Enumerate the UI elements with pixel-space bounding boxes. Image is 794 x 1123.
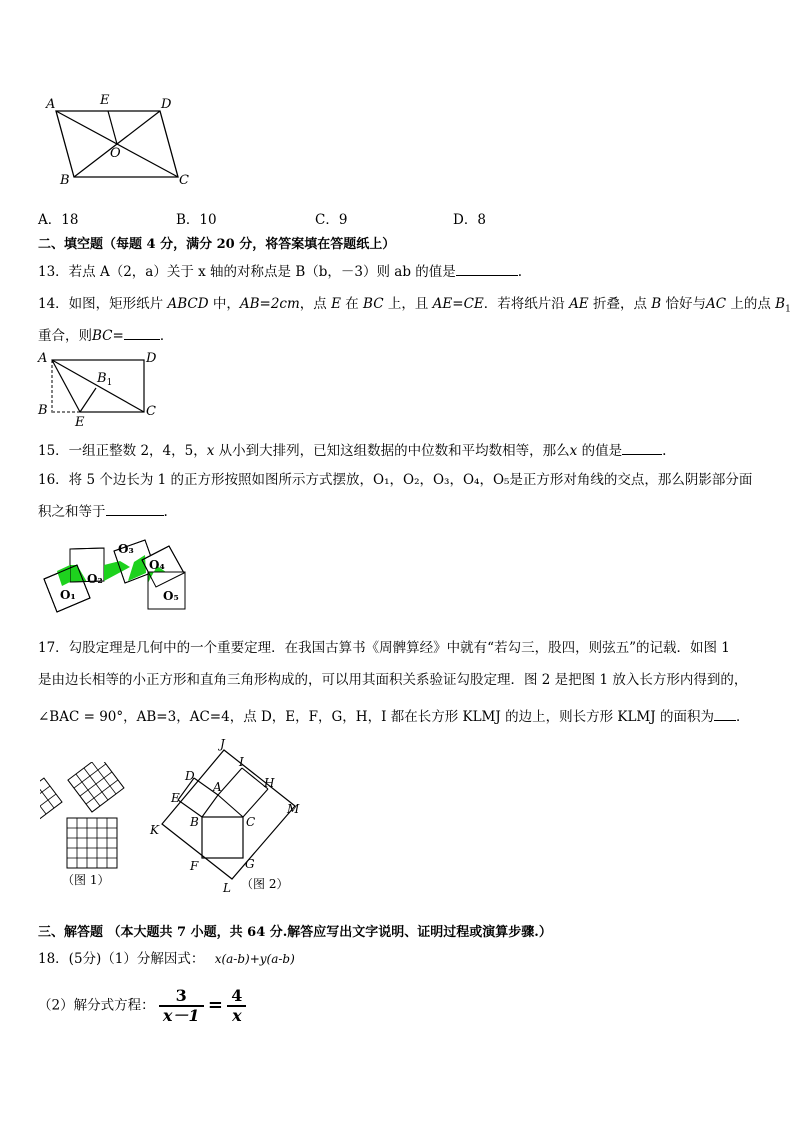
q17-angle: ∠BAC = 90°	[38, 709, 124, 725]
q15-end: .	[662, 443, 667, 459]
label-E: E	[75, 415, 85, 428]
q18-expression: x(a-b)+y(a-b)	[214, 952, 295, 966]
label-D: D	[161, 97, 172, 112]
section-2-title: 二、填空题（每题 4 分，满分 20 分，将答案填在答题纸上）	[38, 237, 396, 252]
label-D: D	[185, 769, 195, 783]
label-A: A	[38, 351, 48, 366]
q17-answer-blank[interactable]	[714, 708, 736, 721]
q14-bceq: BC=	[92, 328, 124, 344]
question-17-line3	[38, 705, 749, 725]
choice-b: B．10	[176, 212, 217, 228]
q17-end: ．	[735, 709, 750, 725]
label-G: G	[245, 857, 255, 871]
label-E: E	[171, 791, 180, 805]
label-M: M	[287, 802, 300, 816]
question-18-part2	[38, 985, 246, 1025]
label-B1: $B_1$	[97, 371, 113, 388]
q14-abcd: ABCD	[167, 296, 209, 312]
q14-b1: B	[775, 296, 786, 312]
question-14-line2	[38, 324, 173, 344]
question-14-line1	[38, 292, 791, 315]
label-O5: O₅	[163, 589, 179, 603]
label-J: J	[220, 738, 225, 751]
q13-answer-blank[interactable]	[456, 263, 518, 276]
choice-d: D．8	[453, 212, 486, 228]
label-C: C	[146, 404, 156, 419]
section-3-title: 三、解答题 （本大题共 7 小题，共 64 分.解答应写出文字说明、证明过程或演算步骤.）	[38, 925, 552, 940]
q14-b: B	[651, 296, 662, 312]
q14-text-b: 中，	[208, 296, 240, 312]
label-A: A	[213, 780, 222, 794]
q16-end: .	[163, 504, 168, 520]
q14-text-g: 折叠，点	[588, 296, 652, 312]
question-16-line2	[38, 500, 168, 520]
label-I: I	[239, 755, 244, 769]
question-15	[38, 439, 666, 459]
label-O4: O₄	[149, 558, 165, 572]
q18-frac2-numerator: 4	[227, 987, 246, 1007]
choice-a: A．18	[38, 212, 79, 228]
q15-answer-blank[interactable]	[622, 442, 662, 455]
label-B: B	[60, 173, 70, 188]
question-16-line1: 16．将 5 个边长为 1 的正方形按照如图所示方式摆放，O₁，O₂，O₃，O₄，O₅是正方形对角线的交点，那么阴影部分面	[38, 472, 753, 488]
label-B: B	[190, 815, 199, 829]
q14-ae: AE	[569, 296, 589, 312]
q14-text-d: 在	[340, 296, 364, 312]
question-18-part1	[38, 947, 295, 967]
question-13	[38, 260, 522, 280]
q15-text-c: 的值是	[577, 443, 623, 459]
q16-answer-blank[interactable]	[106, 503, 164, 516]
label-H: H	[264, 776, 275, 790]
q14-e: E	[331, 296, 341, 312]
figure-parallelogram	[40, 90, 200, 190]
label-O: O	[110, 146, 121, 161]
q15-x2: x	[569, 443, 578, 459]
q14-text-l2: 重合，则	[38, 328, 92, 344]
label-E: E	[100, 93, 110, 108]
q14-text-e: 上，且	[383, 296, 433, 312]
label-O2: O₂	[87, 572, 103, 586]
q17-text-b: ，AB=3，AC=4，点 D，E，F，G，H，I 都在长方形 KLMJ 的边上，则长方形 KLMJ 的面积为	[123, 709, 714, 725]
q18-text-a: 18．(5分)（1）分解因式：	[38, 951, 205, 967]
q14-ab: AB=2cm	[239, 296, 300, 312]
label-O1: O₁	[60, 588, 76, 602]
q13-text: 13．若点 A（2，a）关于 x 轴的对称点是 B（b，－3）则 ab 的值是	[38, 264, 456, 280]
q14-aece: AE=CE	[432, 296, 484, 312]
q14-text-c: ，点	[299, 296, 332, 312]
label-A: A	[46, 97, 56, 112]
figure-pythagoras-2	[145, 738, 315, 898]
q16-text-l2: 积之和等于	[38, 504, 106, 520]
figure-five-squares	[38, 535, 198, 615]
q18-frac1-numerator: 3	[159, 987, 204, 1007]
caption-fig1: （图 1）	[62, 873, 110, 887]
choice-c: C．9	[315, 212, 348, 228]
label-C: C	[179, 173, 189, 188]
caption-fig2: （图 2）	[241, 877, 289, 891]
q15-text-b: 从小到大排列，已知这组数据的中位数和平均数相等，那么	[214, 443, 570, 459]
label-L: L	[223, 881, 231, 895]
q14-end: ．	[159, 328, 174, 344]
label-C: C	[246, 815, 256, 829]
q15-text-a: 15．一组正整数 2，4，5，	[38, 443, 207, 459]
label-D: D	[146, 351, 157, 366]
q14-answer-blank[interactable]	[124, 327, 160, 340]
q14-bc: BC	[363, 296, 384, 312]
question-17-line2: 是由边长相等的小正方形和直角三角形构成的，可以用其面积关系验证勾股定理．图 2 是把图 1 放入长方形内得到的，	[38, 672, 748, 688]
q14-b1-sub: 1	[785, 304, 791, 315]
figure-pythagoras-1	[40, 762, 140, 892]
q15-x: x	[206, 443, 215, 459]
q18-fraction-2	[227, 987, 246, 1025]
q14-text-a: 14．如图，矩形纸片	[38, 296, 168, 312]
q18-frac1-denominator: x－1	[162, 1005, 200, 1025]
label-F: F	[190, 859, 199, 873]
q18-text-b: （2）解分式方程：	[38, 997, 155, 1014]
label-B: B	[38, 403, 48, 418]
figure-rectangle	[34, 348, 164, 428]
q18-equals: =	[207, 994, 223, 1016]
label-O3: O₃	[118, 542, 134, 556]
q13-end: .	[517, 264, 523, 280]
label-K: K	[150, 823, 159, 837]
q18-frac2-denominator: x	[232, 1005, 242, 1025]
q14-text-h: 恰好与	[661, 296, 706, 312]
q14-text-f: ．若将纸片沿	[483, 296, 570, 312]
q14-text-i: 上的点	[726, 296, 776, 312]
question-17-line1: 17．勾股定理是几何中的一个重要定理．在我国古算书《周髀算经》中就有“若勾三，股四，则弦五”的记载．如图 1	[38, 640, 730, 656]
q18-fraction-1	[159, 987, 204, 1025]
q14-ac: AC	[705, 296, 727, 312]
